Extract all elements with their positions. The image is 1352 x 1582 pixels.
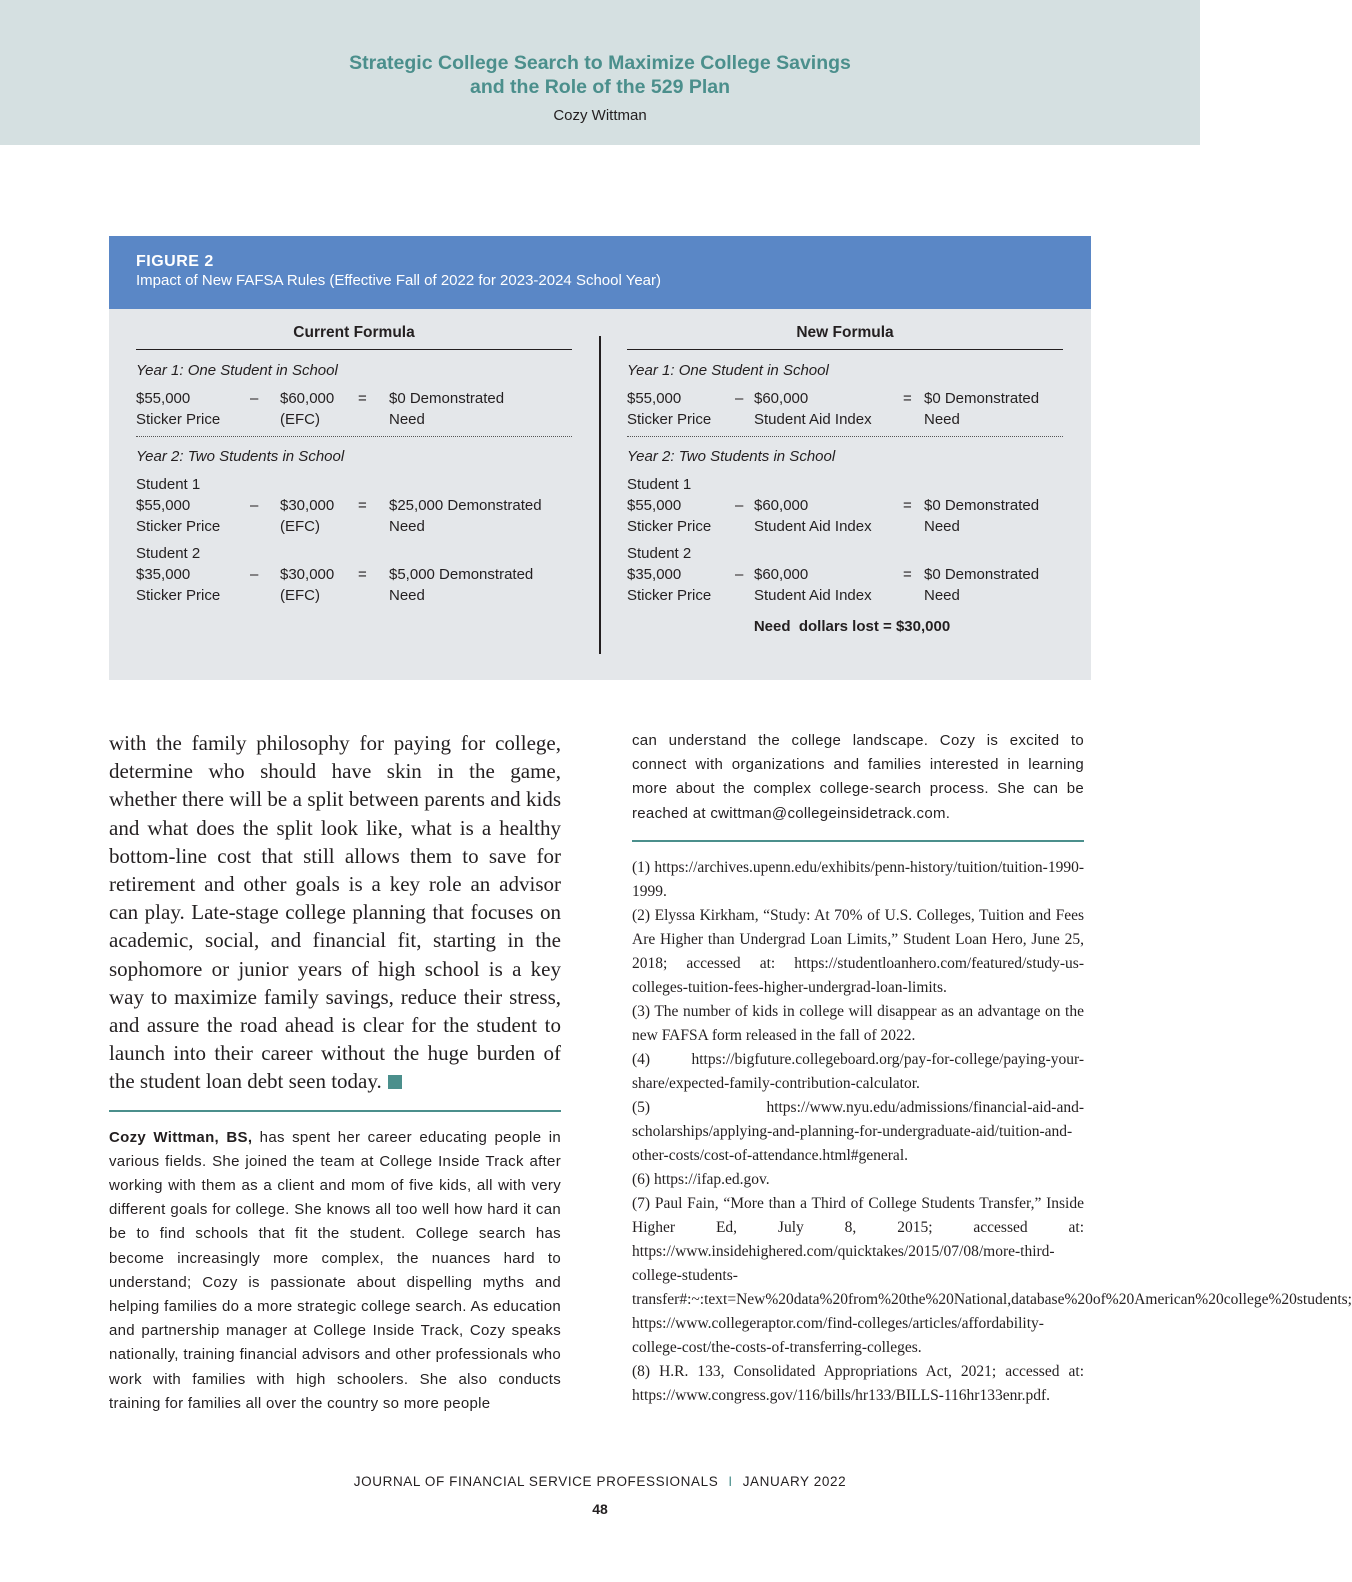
- index-value: $60,000 (EFC): [280, 390, 335, 428]
- article-author: Cozy Wittman: [553, 107, 647, 124]
- article-header: [0, 0, 1200, 145]
- issue-date: JANUARY 2022: [742, 1474, 847, 1489]
- new-student2-row: [627, 564, 1063, 606]
- endnote: (6) https://ifap.ed.gov.: [632, 1170, 770, 1188]
- endnote: (4) https://bigfuture.collegeboard.org/pay-for-college/paying-your-share/expected-family-contribution-calculator.: [632, 1050, 1084, 1092]
- page-footer: [0, 1474, 1200, 1489]
- current-student1-row: [136, 495, 572, 537]
- new-formula-column: [627, 322, 1063, 637]
- new-student1-row: [627, 495, 1063, 537]
- price-value: $55,000 Sticker Price: [627, 497, 712, 535]
- minus-sign: –: [250, 497, 259, 514]
- current-formula-heading: Current Formula: [136, 322, 572, 350]
- current-student2-label: Student 2: [136, 545, 201, 562]
- notes-rule: [632, 840, 1084, 842]
- endnote: (3) The number of kids in college will disappear as an advantage on the new FAFSA form released in the fall of 2022.: [632, 1002, 1084, 1044]
- current-student2-row: [136, 564, 572, 606]
- current-student1-label: Student 1: [136, 476, 201, 493]
- price-value: $55,000 Sticker Price: [136, 390, 221, 428]
- minus-sign: –: [250, 566, 259, 583]
- index-value: $60,000 Student Aid Index: [754, 497, 872, 535]
- current-formula-column: [136, 322, 572, 606]
- index-value: $60,000 Student Aid Index: [754, 390, 872, 428]
- page-number: 48: [592, 1501, 608, 1517]
- price-value: $35,000 Sticker Price: [627, 566, 712, 604]
- body-left-column: [109, 729, 561, 1416]
- endnote: (2) Elyssa Kirkham, “Study: At 70% of U.S. Colleges, Tuition and Fees Are Higher than Undergrad Loan Limits,” Student Loan Hero, June 25, 2018; accessed at: https://studentloanhero.com/featured/study-us-colleges-tuition-fees-higher-undergrad-loan-limits.: [632, 906, 1084, 996]
- new-year1-label: Year 1: One Student in School: [627, 362, 829, 379]
- new-year1-row: [627, 388, 1063, 430]
- footer-separator: I: [728, 1474, 733, 1489]
- article-title-line1: Strategic College Search to Maximize College Savings: [349, 52, 851, 74]
- minus-sign: –: [250, 390, 259, 407]
- new-student1-label: Student 1: [627, 476, 692, 493]
- equals-sign: =: [903, 390, 912, 407]
- current-year1-row: [136, 388, 572, 430]
- result-value: $0 Demonstrated Need: [924, 390, 1040, 428]
- index-value: $60,000 Student Aid Index: [754, 566, 872, 604]
- new-year1-block: [627, 388, 1063, 437]
- result-value: $0 Demonstrated Need: [924, 497, 1040, 535]
- endnote: (8) H.R. 133, Consolidated Appropriations Act, 2021; accessed at: https://www.congress.gov/116/bills/hr133/BILLS-116hr133enr.pdf.: [632, 1362, 1084, 1404]
- figure-label: FIGURE 2: [136, 253, 214, 270]
- minus-sign: –: [735, 566, 744, 583]
- endnote: (7) Paul Fain, “More than a Third of College Students Transfer,” Inside Higher Ed, July 8, 2015; accessed at: https://www.insidehighered.com/quicktakes/2015/07/08/more-third-college-students-transfer#:~:text=New%20data%20from%20the%20National,database%20of%20American%20college%20students; https://www.collegeraptor.com/find-colleges/articles/affordability-college-cost/the-costs-of-transferring-colleges.: [632, 1194, 1352, 1356]
- new-formula-heading: New Formula: [627, 322, 1063, 350]
- price-value: $55,000 Sticker Price: [627, 390, 712, 428]
- author-bio: Cozy Wittman, BS, has spent her career educating people in various fields. She joined the team at College Inside Track after working with them as a client and mom of five kids, all with very different goals for college. She knows all too well how hard it can be to find schools that fit the student. College search has become increasingly more complex, the nuances hard to understand; Cozy is passionate about dispelling myths and helping families do a more strategic college search. As education and partnership manager at College Inside Track, Cozy speaks nationally, training financial advisors and other professionals who work with families with high schoolers. She also conducts training for families all over the country so more people: [109, 1128, 561, 1412]
- endnote: (1) https://archives.upenn.edu/exhibits/penn-history/tuition/tuition-1990-1999.: [632, 858, 1084, 900]
- new-year2-label: Year 2: Two Students in School: [627, 448, 836, 465]
- current-year1-block: [136, 388, 572, 437]
- journal-name: JOURNAL OF FINANCIAL SERVICE PROFESSIONALS: [353, 1474, 719, 1489]
- minus-sign: –: [735, 390, 744, 407]
- index-value: $30,000 (EFC): [280, 566, 335, 604]
- result-value: $0 Demonstrated Need: [389, 390, 505, 428]
- endnotes: [632, 856, 1352, 1408]
- result-value: $0 Demonstrated Need: [924, 566, 1040, 604]
- equals-sign: =: [358, 566, 367, 583]
- current-year1-label: Year 1: One Student in School: [136, 362, 338, 379]
- equals-sign: =: [903, 566, 912, 583]
- body-paragraph: with the family philosophy for paying for college, determine who should have skin in the game, whether there will be a split between parents and kids and what does the split look like, what is a healthy bottom-line cost that still allows them to save for retirement and other goals is a key role an advisor can play. Late-stage college planning that focuses on academic, social, and financial fit, starting in the sophomore or junior years of high school is a key way to maximize family savings, reduce their stress, and assure the road ahead is clear for the student to launch into their career without the huge burden of the student loan debt seen today.: [109, 731, 561, 1094]
- price-value: $35,000 Sticker Price: [136, 566, 221, 604]
- figure-header: [109, 236, 1091, 309]
- article-title-line2: and the Role of the 529 Plan: [469, 76, 731, 98]
- figure-title: Impact of New FAFSA Rules (Effective Fall of 2022 for 2023-2024 School Year): [136, 272, 662, 289]
- new-student2-label: Student 2: [627, 545, 692, 562]
- figure-2: [109, 236, 1091, 680]
- equals-sign: =: [903, 497, 912, 514]
- end-of-article-mark: [388, 1075, 402, 1089]
- author-bio-continued: can understand the college landscape. Cozy is excited to connect with organizations and families interested in learning more about the complex college-search process. She can be reached at cwittman@collegeinsidetrack.com.: [632, 732, 1084, 822]
- price-value: $55,000 Sticker Price: [136, 497, 221, 535]
- index-value: $30,000 (EFC): [280, 497, 335, 535]
- result-value: $25,000 Demonstrated Need: [389, 497, 542, 535]
- bio-name: Cozy Wittman, BS,: [109, 1128, 253, 1146]
- minus-sign: –: [735, 497, 744, 514]
- current-year2-label: Year 2: Two Students in School: [136, 448, 345, 465]
- need-dollars-lost: Need dollars lost = $30,000: [753, 618, 951, 635]
- body-right-column: [632, 729, 1352, 1408]
- equals-sign: =: [358, 390, 367, 407]
- endnote: (5) https://www.nyu.edu/admissions/financial-aid-and-scholarships/applying-and-planning-for-undergraduate-aid/tuition-and-other-costs/cost-of-attendance.html#general.: [632, 1098, 1084, 1164]
- equals-sign: =: [358, 497, 367, 514]
- bio-rule: [109, 1110, 561, 1112]
- result-value: $5,000 Demonstrated Need: [389, 566, 534, 604]
- column-divider: [599, 336, 601, 654]
